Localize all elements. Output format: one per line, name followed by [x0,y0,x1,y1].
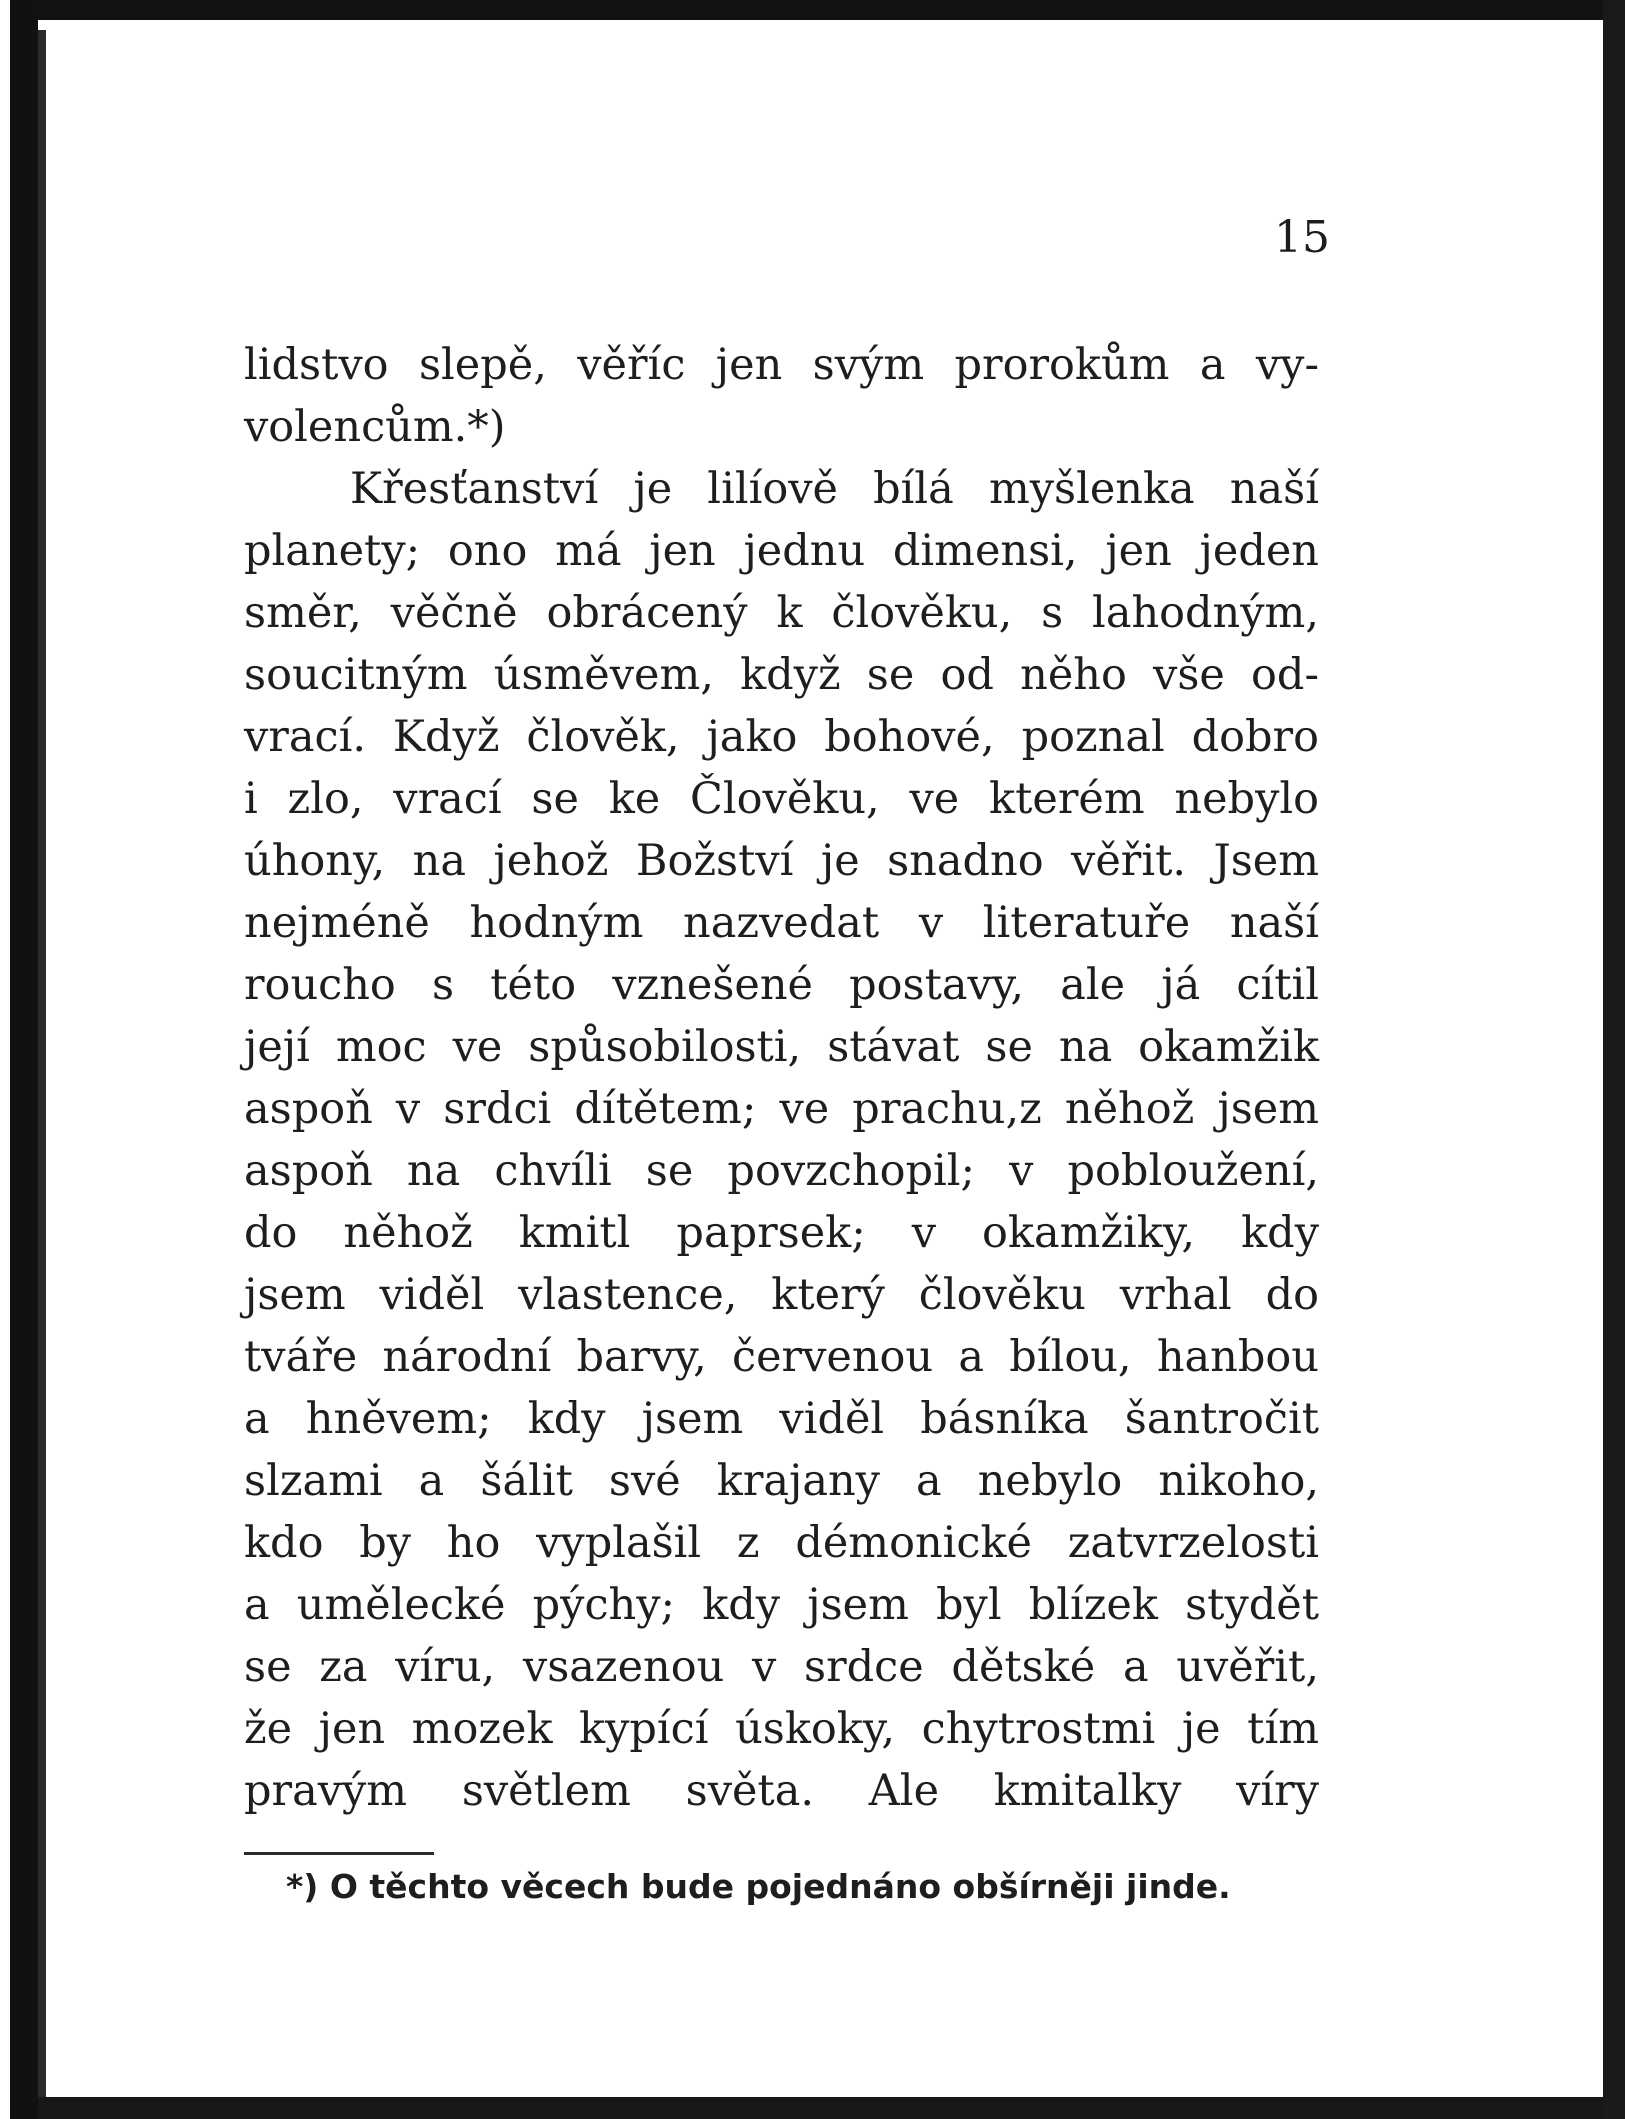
text-line: volencům.*) [244,402,506,452]
text-line: Křesťanství je lilíově bílá myšlenka naší [350,464,1319,514]
text-line: směr, věčně obrácený k člověku, s lahodným, [244,588,1319,638]
text-line: aspoň v srdci dítětem; ve prachu,z něhož jsem [244,1084,1319,1134]
text-line: a hněvem; kdy jsem viděl básníka šantročit [244,1394,1319,1444]
text-line: její moc ve spůsobilosti, stávat se na okamžik [244,1022,1319,1072]
scan-edge-bottom [38,2097,1603,2119]
text-line: nejméně hodným nazvedat v literatuře naší [244,898,1319,948]
text-line: aspoň na chvíli se povzchopil; v pobloužení, [244,1146,1319,1196]
text-line: roucho s této vznešené postavy, ale já cítil [244,960,1319,1010]
text-line: se za víru, vsazenou v srdce dětské a uvěřit, [244,1642,1319,1692]
footnote-rule [244,1852,434,1855]
text-line: lidstvo slepě, věříc jen svým prorokům a vy- [244,340,1319,390]
text-line: soucitným úsměvem, když se od něho vše od- [244,650,1319,700]
text-line: pravým světlem světa. Ale kmitalky víry [244,1766,1319,1816]
text-line: kdo by ho vyplašil z démonické zatvrzelosti [244,1518,1319,1568]
scan-edge-right [1603,0,1625,2119]
text-line: planety; ono má jen jednu dimensi, jen jeden [244,526,1319,576]
page-number: 15 [1274,212,1330,263]
text-line: tváře národní barvy, červenou a bílou, hanbou [244,1332,1319,1382]
text-line: a umělecké pýchy; kdy jsem byl blízek stydět [244,1580,1319,1630]
text-line: jsem viděl vlastence, který člověku vrhal do [244,1270,1319,1320]
scan-edge-top [38,0,1603,20]
footnote: *) O těchto věcech bude pojednáno obšírněji jinde. [286,1867,1231,1906]
text-line: vrací. Když člověk, jako bohové, poznal dobro [244,712,1319,762]
text-line: že jen mozek kypící úskoky, chytrostmi je tím [244,1704,1319,1754]
text-line: do něhož kmitl paprsek; v okamžiky, kdy [244,1208,1319,1258]
scan-edge-left-inner [38,30,46,2119]
scan-edge-left [10,0,38,2119]
text-line: úhony, na jehož Božství je snadno věřit. Jsem [244,836,1319,886]
text-line: i zlo, vrací se ke Člověku, ve kterém nebylo [244,774,1319,824]
text-line: slzami a šálit své krajany a nebylo nikoho, [244,1456,1319,1506]
body-text [244,334,1319,1822]
